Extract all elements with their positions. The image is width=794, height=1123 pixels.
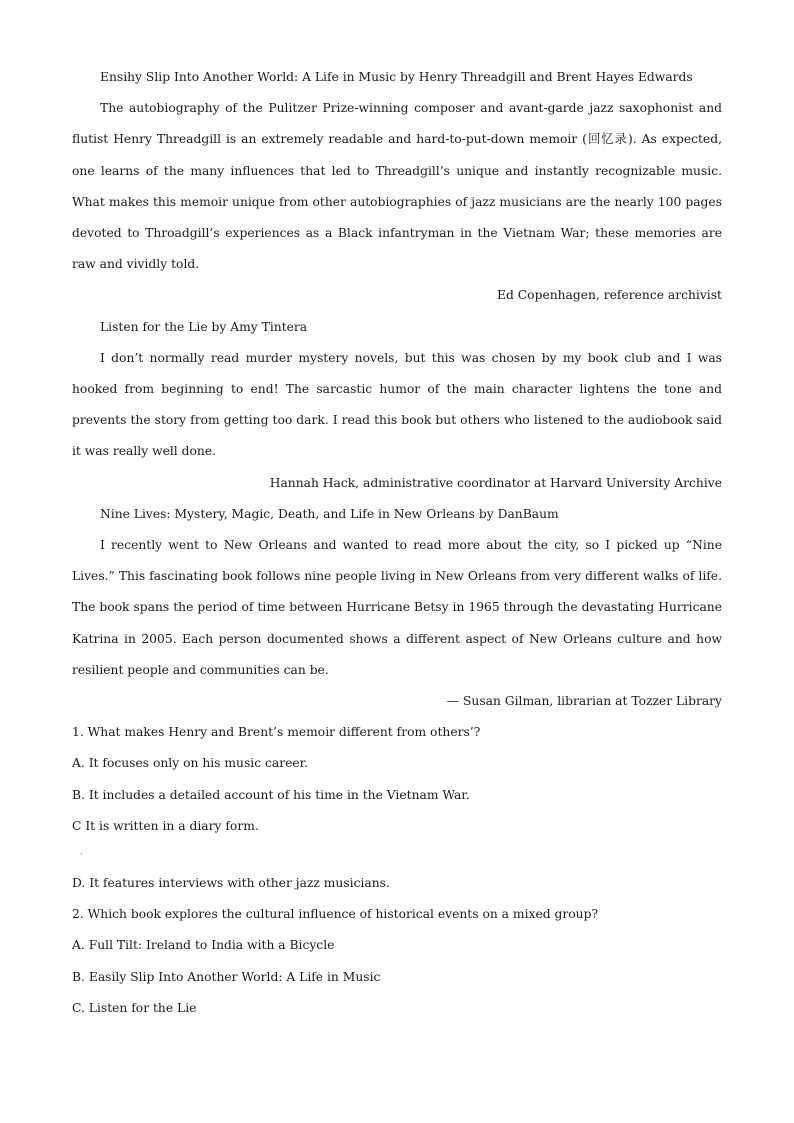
- reviewer-signature: — Susan Gilman, librarian at Tozzer Library: [446, 694, 722, 709]
- review-title: Nine Lives: Mystery, Magic, Death, and Life in New Orleans by DanBaum: [100, 506, 559, 521]
- review-nine-lives: [72, 499, 722, 717]
- question-stem: 1. What makes Henry and Brent’s memoir different from others’?: [72, 725, 481, 740]
- question-2: [72, 899, 722, 1024]
- question-stem: 2. Which book explores the cultural influence of historical events on a mixed group?: [72, 907, 599, 922]
- review-threadgill: [72, 62, 722, 312]
- review-title: Ensihy Slip Into Another World: A Life in Music by Henry Threadgill and Brent Hayes Edwards: [100, 70, 693, 84]
- review-title: Listen for the Lie by Amy Tintera: [100, 319, 308, 334]
- review-body: I don’t normally read murder mystery novels, but this was chosen by my book club and I was hooked from beginning to end! The sarcastic humor of the main character lightens the tone and prevents the story from getting too dark. I read this book but others who listened to the audiobook said it was really well done.: [72, 350, 722, 459]
- answer-option-c: C It is written in a diary form.: [72, 818, 259, 833]
- answer-option-b: B. Easily Slip Into Another World: A Life in Music: [72, 969, 381, 984]
- review-body: I recently went to New Orleans and wanted to read more about the city, so I picked up “Nine Lives.” This fascinating book follows nine people living in New Orleans from very different walks of life. The book spans the period of time between Hurricane Betsy in 1965 through the devastating Hurricane Katrina in 2005. Each person documented shows a different aspect of New Orleans culture and how resilient people and communities can be.: [72, 538, 722, 677]
- reviewer-signature: Ed Copenhagen, reference archivist: [497, 288, 722, 303]
- answer-option-a: A. It focuses only on his music career.: [72, 756, 309, 771]
- answer-option-a: A. Full Tilt: Ireland to India with a Bicycle: [72, 938, 335, 953]
- answer-option-c: C. Listen for the Lie: [72, 1000, 197, 1015]
- question-1: [72, 717, 722, 899]
- stray-mark: ·: [80, 850, 83, 860]
- answer-option-d: D. It features interviews with other jazz musicians.: [72, 876, 390, 891]
- answer-option-b: B. It includes a detailed account of his time in the Vietnam War.: [72, 787, 470, 802]
- document-page: [72, 62, 722, 1024]
- reviewer-signature: Hannah Hack, administrative coordinator at Harvard University Archive: [269, 475, 722, 490]
- review-body: The autobiography of the Pulitzer Prize-winning composer and avant-garde jazz saxophonist and flutist Henry Threadgill is an extremely readable and hard-to-put-down memoir (回忆录). As expected, one learns of the many influences that led to Threadgill’s unique and instantly recognizable music. What makes this memoir unique from other autobiographies of jazz musicians are the nearly 100 pages devoted to Throadgill’s experiences as a Black infantryman in the Vietnam War; these memories are raw and vividly told.: [72, 101, 722, 272]
- review-listen-for-the-lie: [72, 312, 722, 499]
